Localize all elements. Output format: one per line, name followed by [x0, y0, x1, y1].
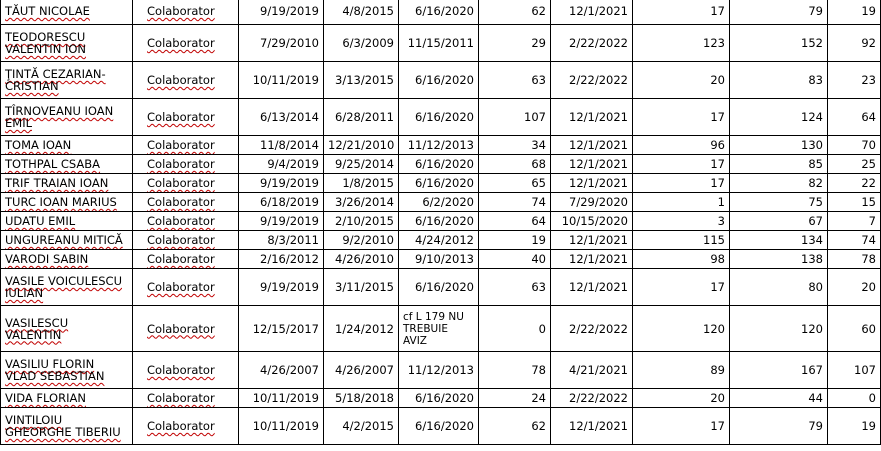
cell-d1: 9/19/2019: [239, 174, 324, 193]
cell-n1: 19: [479, 231, 551, 250]
cell-n1: 64: [479, 212, 551, 231]
table-row: [1, 62, 881, 99]
cell-func: Colaborator: [133, 231, 239, 250]
cell-func: Colaborator: [133, 193, 239, 212]
cell-d4: 12/1/2021: [551, 136, 633, 155]
cell-func: Colaborator: [133, 269, 239, 306]
cell-n4: 78: [828, 250, 881, 269]
cell-d2: 6/28/2011: [324, 99, 399, 136]
table-row: [1, 99, 881, 136]
cell-n1: 34: [479, 136, 551, 155]
cell-d4: 2/22/2022: [551, 306, 633, 352]
cell-d2: 3/13/2015: [324, 62, 399, 99]
cell-name: UNGUREANU MITICĂ: [1, 231, 133, 250]
table-row: [1, 269, 881, 306]
cell-d1: 9/4/2019: [239, 155, 324, 174]
cell-d4: 12/1/2021: [551, 155, 633, 174]
cell-func: Colaborator: [133, 250, 239, 269]
cell-func: Colaborator: [133, 155, 239, 174]
cell-n2: 20: [633, 389, 730, 408]
cell-name: TOTHPAL CSABA: [1, 155, 133, 174]
cell-name: UDATU EMIL: [1, 212, 133, 231]
cell-name: VINTILOIU GHEORGHE TIBERIU: [1, 408, 133, 445]
cell-d3: cf L 179 NU TREBUIE AVIZ: [399, 306, 479, 352]
cell-n1: 68: [479, 155, 551, 174]
cell-n1: 0: [479, 306, 551, 352]
table-row: [1, 174, 881, 193]
cell-n3: 75: [730, 193, 828, 212]
cell-d4: 2/22/2022: [551, 62, 633, 99]
cell-n2: 17: [633, 269, 730, 306]
cell-n1: 29: [479, 25, 551, 62]
cell-name: TEODORESCU VALENTIN ION: [1, 25, 133, 62]
cell-func: Colaborator: [133, 212, 239, 231]
cell-d1: 6/18/2019: [239, 193, 324, 212]
cell-d3: 11/15/2011: [399, 25, 479, 62]
cell-n3: 44: [730, 389, 828, 408]
table-row: [1, 155, 881, 174]
cell-func: Colaborator: [133, 0, 239, 25]
cell-name: VASILE VOICULESCU IULIAN: [1, 269, 133, 306]
cell-n2: 123: [633, 25, 730, 62]
cell-n3: 79: [730, 0, 828, 25]
cell-n3: 134: [730, 231, 828, 250]
cell-n2: 115: [633, 231, 730, 250]
cell-name: TOMA IOAN: [1, 136, 133, 155]
cell-n2: 89: [633, 352, 730, 389]
cell-d1: 9/19/2019: [239, 212, 324, 231]
cell-n3: 67: [730, 212, 828, 231]
cell-d4: 10/15/2020: [551, 212, 633, 231]
cell-n3: 124: [730, 99, 828, 136]
cell-n2: 17: [633, 408, 730, 445]
table-row: [1, 408, 881, 445]
cell-d1: 7/29/2010: [239, 25, 324, 62]
cell-n3: 138: [730, 250, 828, 269]
cell-n4: 22: [828, 174, 881, 193]
cell-d1: 12/15/2017: [239, 306, 324, 352]
cell-n1: 74: [479, 193, 551, 212]
cell-d3: 6/16/2020: [399, 174, 479, 193]
cell-name: TÎRNOVEANU IOAN EMIL: [1, 99, 133, 136]
cell-n4: 19: [828, 408, 881, 445]
cell-d2: 4/26/2010: [324, 250, 399, 269]
cell-d3: 6/16/2020: [399, 408, 479, 445]
cell-n4: 70: [828, 136, 881, 155]
table-row: [1, 352, 881, 389]
cell-d4: 12/1/2021: [551, 174, 633, 193]
cell-func: Colaborator: [133, 306, 239, 352]
cell-name: VASILIU FLORIN VLAD SEBASTIAN: [1, 352, 133, 389]
cell-n2: 17: [633, 155, 730, 174]
cell-n2: 96: [633, 136, 730, 155]
cell-d1: 10/11/2019: [239, 408, 324, 445]
cell-n4: 25: [828, 155, 881, 174]
cell-d2: 9/25/2014: [324, 155, 399, 174]
cell-n4: 23: [828, 62, 881, 99]
cell-n1: 40: [479, 250, 551, 269]
cell-n1: 65: [479, 174, 551, 193]
cell-n4: 60: [828, 306, 881, 352]
cell-n1: 78: [479, 352, 551, 389]
cell-d1: 6/13/2014: [239, 99, 324, 136]
cell-d4: 12/1/2021: [551, 99, 633, 136]
cell-n1: 107: [479, 99, 551, 136]
cell-n4: 107: [828, 352, 881, 389]
cell-d4: 2/22/2022: [551, 389, 633, 408]
cell-d4: 12/1/2021: [551, 408, 633, 445]
cell-d2: 6/3/2009: [324, 25, 399, 62]
cell-name: VARODI SABIN: [1, 250, 133, 269]
table-row: [1, 193, 881, 212]
cell-d4: 12/1/2021: [551, 231, 633, 250]
cell-n4: 92: [828, 25, 881, 62]
cell-d3: 6/16/2020: [399, 62, 479, 99]
cell-n3: 85: [730, 155, 828, 174]
cell-n3: 130: [730, 136, 828, 155]
cell-n2: 17: [633, 99, 730, 136]
table-row: [1, 250, 881, 269]
cell-d3: 6/2/2020: [399, 193, 479, 212]
cell-n1: 63: [479, 62, 551, 99]
cell-d4: 4/21/2021: [551, 352, 633, 389]
cell-n2: 17: [633, 174, 730, 193]
cell-n4: 7: [828, 212, 881, 231]
cell-d2: 3/11/2015: [324, 269, 399, 306]
table-row: [1, 231, 881, 250]
cell-d4: 7/29/2020: [551, 193, 633, 212]
cell-func: Colaborator: [133, 174, 239, 193]
cell-n2: 98: [633, 250, 730, 269]
cell-n4: 15: [828, 193, 881, 212]
cell-d3: 6/16/2020: [399, 0, 479, 25]
cell-d2: 9/2/2010: [324, 231, 399, 250]
table-row: [1, 25, 881, 62]
cell-func: Colaborator: [133, 62, 239, 99]
cell-d1: 4/26/2007: [239, 352, 324, 389]
cell-d3: 6/16/2020: [399, 212, 479, 231]
cell-n3: 167: [730, 352, 828, 389]
cell-n2: 3: [633, 212, 730, 231]
cell-n1: 62: [479, 0, 551, 25]
cell-d3: 11/12/2013: [399, 352, 479, 389]
cell-d2: 3/26/2014: [324, 193, 399, 212]
cell-d4: 12/1/2021: [551, 250, 633, 269]
cell-d4: 2/22/2022: [551, 25, 633, 62]
cell-n2: 120: [633, 306, 730, 352]
cell-d2: 4/2/2015: [324, 408, 399, 445]
table-row: [1, 306, 881, 352]
cell-d1: 11/8/2014: [239, 136, 324, 155]
cell-d1: 9/19/2019: [239, 269, 324, 306]
cell-n3: 120: [730, 306, 828, 352]
cell-n2: 20: [633, 62, 730, 99]
cell-d2: 4/8/2015: [324, 0, 399, 25]
cell-d3: 6/16/2020: [399, 269, 479, 306]
cell-name: VASILESCU VALENTIN: [1, 306, 133, 352]
table-row: [1, 212, 881, 231]
cell-d1: 10/11/2019: [239, 62, 324, 99]
cell-d3: 6/16/2020: [399, 99, 479, 136]
cell-d3: 9/10/2013: [399, 250, 479, 269]
cell-d3: 6/16/2020: [399, 389, 479, 408]
cell-name: TRIF TRAIAN IOAN: [1, 174, 133, 193]
cell-d2: 1/24/2012: [324, 306, 399, 352]
cell-func: Colaborator: [133, 408, 239, 445]
cell-n3: 79: [730, 408, 828, 445]
cell-func: Colaborator: [133, 352, 239, 389]
cell-d1: 9/19/2019: [239, 0, 324, 25]
cell-d3: 6/16/2020: [399, 155, 479, 174]
cell-name: TURC IOAN MARIUS: [1, 193, 133, 212]
cell-d1: 10/11/2019: [239, 389, 324, 408]
cell-name: TĂUT NICOLAE: [1, 0, 133, 25]
cell-d2: 1/8/2015: [324, 174, 399, 193]
cell-name: ŢINTĂ CEZARIAN-CRISTIAN: [1, 62, 133, 99]
cell-d3: 11/12/2013: [399, 136, 479, 155]
table-row: [1, 389, 881, 408]
cell-d4: 12/1/2021: [551, 0, 633, 25]
cell-n1: 62: [479, 408, 551, 445]
cell-n1: 63: [479, 269, 551, 306]
cell-n3: 80: [730, 269, 828, 306]
cell-n3: 83: [730, 62, 828, 99]
cell-d3: 4/24/2012: [399, 231, 479, 250]
cell-d2: 2/10/2015: [324, 212, 399, 231]
table-row: [1, 136, 881, 155]
cell-func: Colaborator: [133, 136, 239, 155]
cell-n3: 82: [730, 174, 828, 193]
cell-func: Colaborator: [133, 25, 239, 62]
cell-n3: 152: [730, 25, 828, 62]
cell-name: VIDA FLORIAN: [1, 389, 133, 408]
cell-d4: 12/1/2021: [551, 269, 633, 306]
cell-n4: 0: [828, 389, 881, 408]
cell-d1: 2/16/2012: [239, 250, 324, 269]
cell-d2: 5/18/2018: [324, 389, 399, 408]
cell-d1: 8/3/2011: [239, 231, 324, 250]
cell-func: Colaborator: [133, 389, 239, 408]
cell-n4: 64: [828, 99, 881, 136]
cell-n1: 24: [479, 389, 551, 408]
cell-func: Colaborator: [133, 99, 239, 136]
table-row: [1, 0, 881, 25]
cell-n2: 17: [633, 0, 730, 25]
cell-n4: 74: [828, 231, 881, 250]
cell-n4: 19: [828, 0, 881, 25]
cell-n2: 1: [633, 193, 730, 212]
cell-n4: 20: [828, 269, 881, 306]
cell-d2: 12/21/2010: [324, 136, 399, 155]
cell-d2: 4/26/2007: [324, 352, 399, 389]
